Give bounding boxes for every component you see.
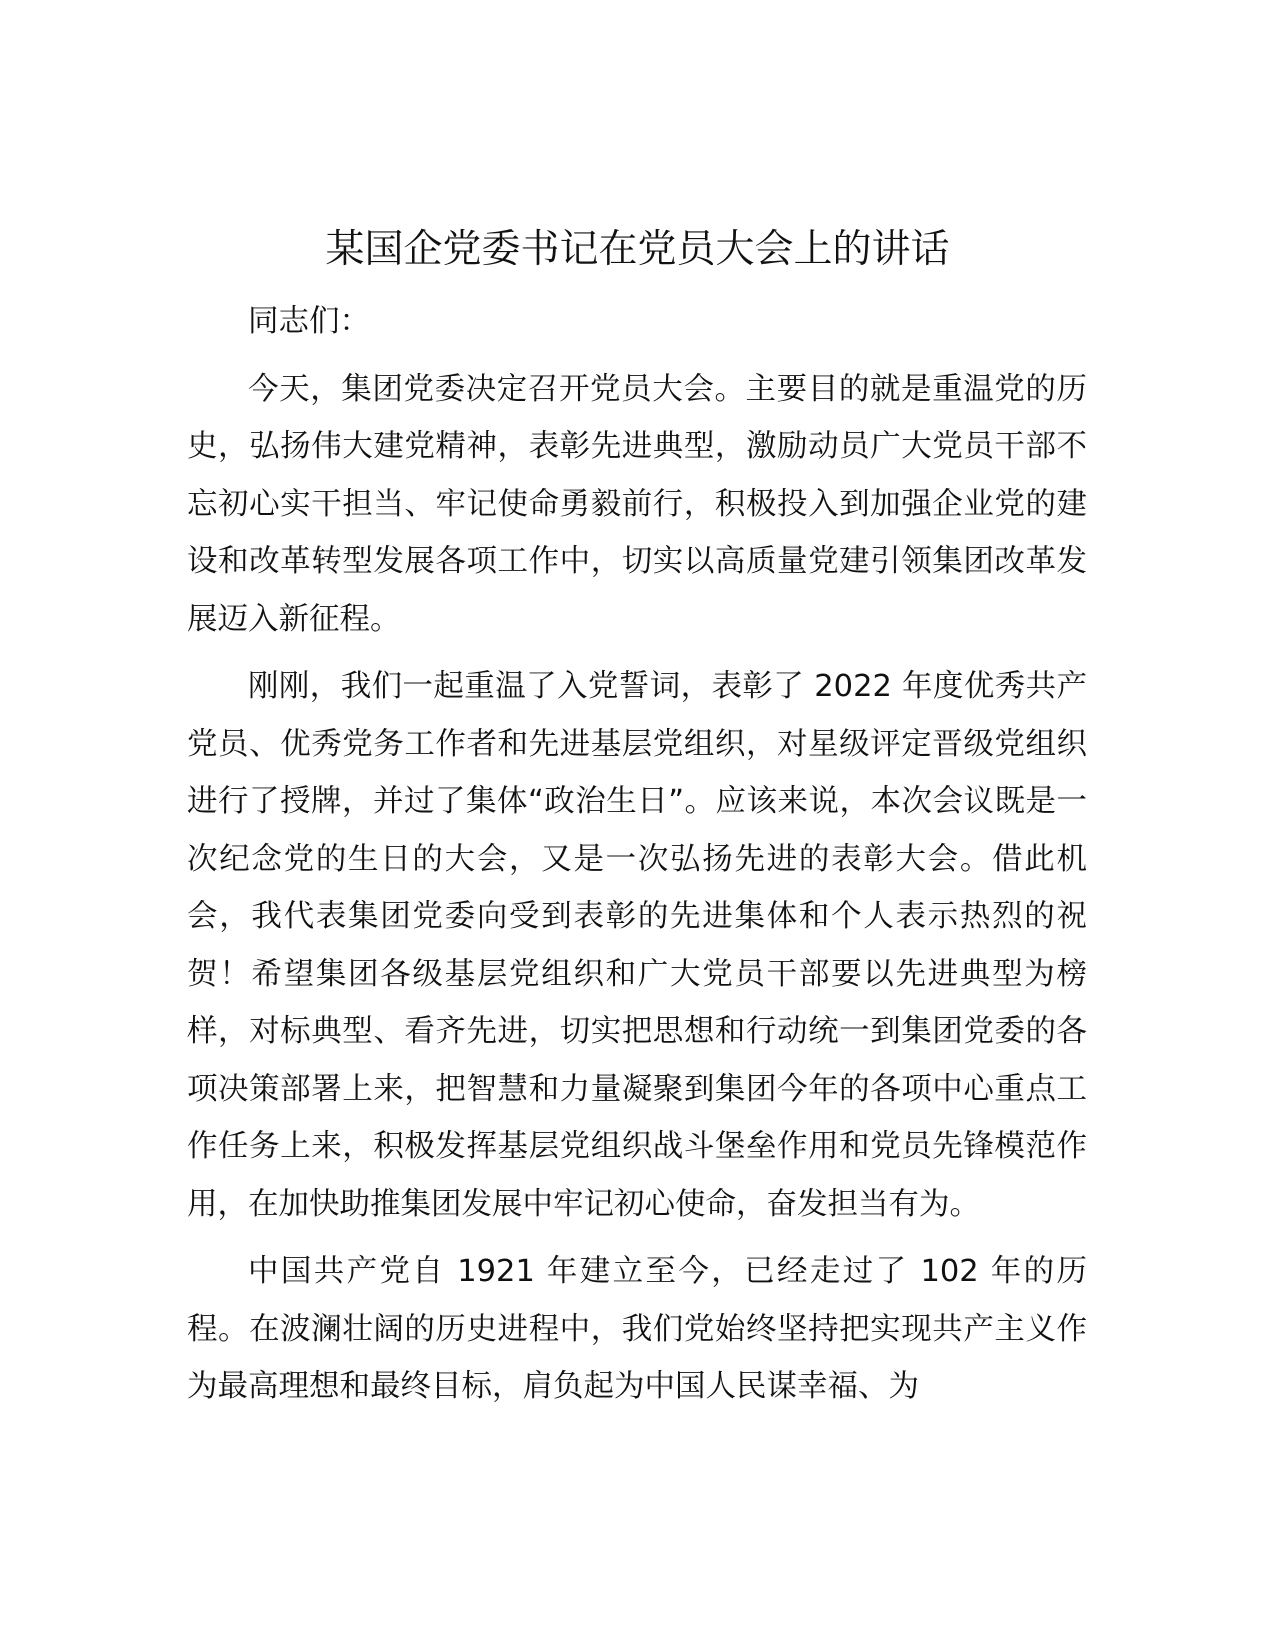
salutation: 同志们： [248, 304, 370, 339]
paragraph-3: 中国共产党自 1921 年建立至今，已经走过了 102 年的历程。在波澜壮阔的历史进程中，我们党始终坚持把实现共产主义作为最高理想和最终目标，肩负起为中国人民谋幸福、为 [187, 1254, 1087, 1404]
document-title: 某国企党委书记在党员大会上的讲话 [325, 227, 950, 272]
paragraph-2: 刚刚，我们一起重温了入党誓词，表彰了 2022 年度优秀共产党员、优秀党务工作者和先进基层党组织，对星级评定晋级党组织进行了授牌，并过了集体“政治生日”。应该来说，本次会议既是一次纪念党的生日的大会，又是一次弘扬先进的表彰大会。借此机会，我代表集团党委向受到表彰的先进集体和个人表示热烈的祝贺！希望集团各级基层党组织和广大党员干部要以先进典型为榜样，对标典型、看齐先进，切实把思想和行动统一到集团党委的各项决策部署上来，把智慧和力量凝聚到集团今年的各项中心重点工作任务上来，积极发挥基层党组织战斗堡垒作用和党员先锋模范作用，在加快助推集团发展中牢记初心使命，奋发担当有为。 [187, 669, 1087, 1222]
document-body [187, 293, 1087, 1426]
paragraph-1: 今天，集团党委决定召开党员大会。主要目的就是重温党的历史，弘扬伟大建党精神，表彰先进典型，激励动员广大党员干部不忘初心实干担当、牢记使命勇毅前行，积极投入到加强企业党的建设和改革转型发展各项工作中，切实以高质量党建引领集团改革发展迈入新征程。 [187, 371, 1087, 637]
